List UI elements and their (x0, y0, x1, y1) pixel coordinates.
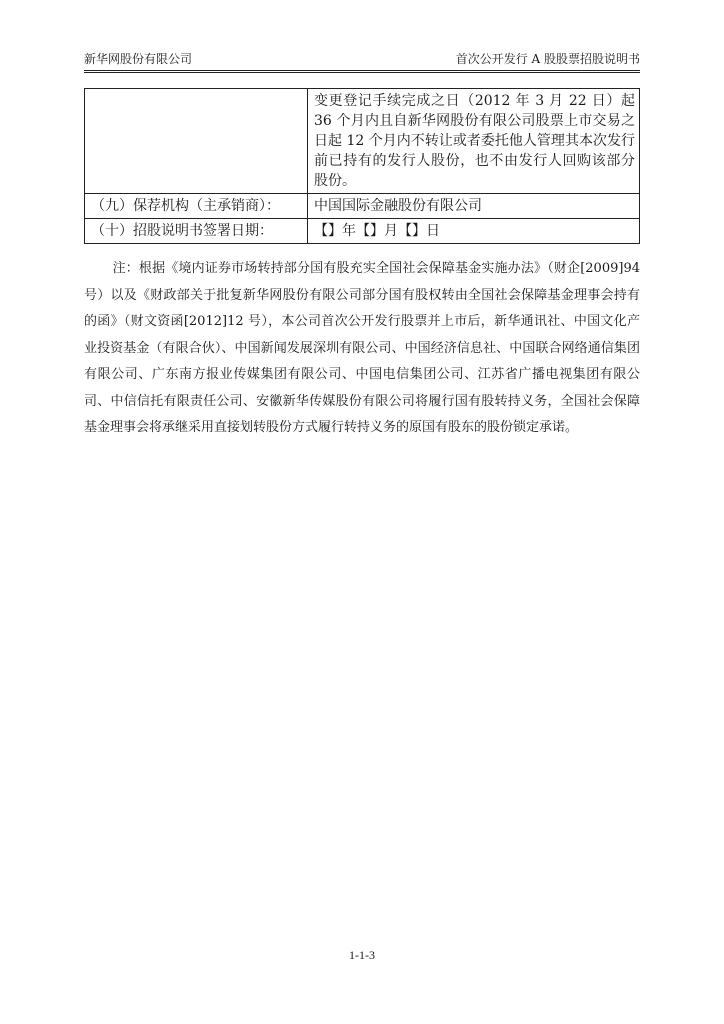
table-row (85, 89, 640, 194)
header-divider-thin (84, 72, 640, 73)
header-document-title: 首次公开发行 A 股股票招股说明书 (455, 52, 640, 66)
page-header (84, 51, 640, 68)
table-row (85, 219, 640, 244)
footnote-paragraph: 注：根据《境内证券市场转持部分国有股充实全国社会保障基金实施办法》（财企[2009]94 号）以及《财政部关于批复新华网股份有限公司部分国有股权转由全国社会保障基金理事会持有的函》（财文资函[2012]12 号），本公司首次公开发行股票并上市后，新华通讯社、中国文化产业投资基金（有限合伙）、中国新闻发展深圳有限公司、中国经济信息社、中国联合网络通信集团有限公司、广东南方报业传媒集团有限公司、中国电信集团公司、江苏省广播电视集团有限公司、中信信托有限责任公司、安徽新华传媒股份有限公司将履行国有股转持义务，全国社会保障基金理事会将承继采用直接划转股份方式履行转持义务的原国有股东的股份锁定承诺。 (84, 261, 640, 435)
table-cell-label-sponsor: （九）保荐机构（主承销商）： (85, 194, 308, 219)
table-cell-label-signing-date: （十）招股说明书签署日期： (85, 219, 308, 244)
table-cell-label (85, 89, 308, 194)
page-number: 1-1-3 (349, 948, 375, 962)
header-divider (84, 70, 640, 71)
table-cell-signing-date: 【】年【】月【】日 (308, 219, 640, 244)
table-cell-lockup-commitment: 变更登记手续完成之日（2012 年 3 月 22 日）起 36 个月内且自新华网股份有限公司股票上市交易之日起 12 个月内不转让或者委托他人管理其本次发行前已持有的发行人股份，也不由发行人回购该部分股份。 (308, 89, 640, 194)
offering-info-table (84, 88, 640, 244)
table-cell-sponsor: 中国国际金融股份有限公司 (308, 194, 640, 219)
header-company-name: 新华网股份有限公司 (84, 52, 193, 66)
table-row (85, 194, 640, 219)
